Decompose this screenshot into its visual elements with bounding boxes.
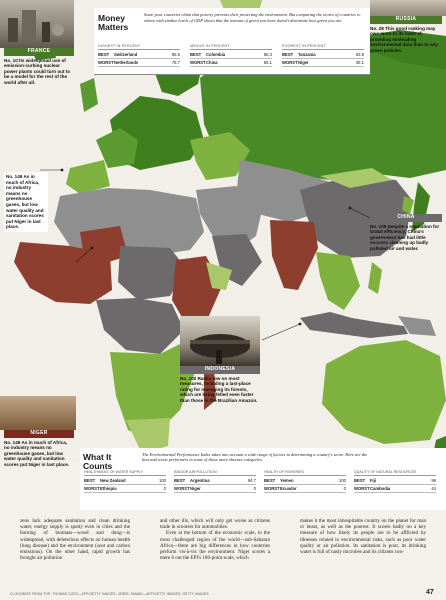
africa-caption-text: No. 149 As in much of Africa, no industry means no greenhouse gases, but low water quality and sanitation scores put Niger in last place. xyxy=(6,174,44,230)
money-col-header: MIDDLE IN PERCENT xyxy=(190,44,272,50)
best-name: Argentina xyxy=(190,478,210,483)
best-value: 88.3 xyxy=(263,52,272,57)
wic-col-header: HEALTH OF FISHERIES xyxy=(264,470,346,476)
indonesia-photo xyxy=(180,316,260,366)
best-label: BEST xyxy=(354,478,366,483)
wic-worst-row xyxy=(84,485,166,493)
worst-label: WORST xyxy=(354,486,370,491)
worst-name: Ethiopia xyxy=(100,486,117,491)
wic-col-water xyxy=(84,470,166,493)
best-label: BEST xyxy=(174,478,186,483)
wic-best-row xyxy=(354,477,436,485)
wic-worst-row xyxy=(174,485,256,493)
china-caption-tag: CHINA xyxy=(370,214,442,222)
russia-caption-tag: RUSSIA xyxy=(370,16,442,24)
best-label: BEST xyxy=(282,52,294,57)
best-label: BEST xyxy=(84,478,96,483)
worst-name: Niger xyxy=(298,60,309,65)
wic-col-fisheries xyxy=(264,470,346,493)
worst-label: WORST xyxy=(84,486,100,491)
worst-name: Niger xyxy=(190,486,201,491)
worst-label: WORST xyxy=(174,486,190,491)
indonesia-caption-text: No. 102 Ranks low on most measures, including a last-place rating for managing its forests, which are being felled even faster than those in the Brazilian Amazon. xyxy=(180,375,258,403)
china-caption-text: No. 105 Despite a reputation for brutal efficiency, China's government has had little success cleaning up badly polluted air and water. xyxy=(370,223,440,251)
worst-value: 0 xyxy=(343,486,346,491)
best-value: 100 xyxy=(339,478,346,483)
france-caption-text: No. 10 Its widespread use of emission-curbing nuclear power plants could turn out to be a model for the rest of the world after all. xyxy=(4,57,71,85)
niger-caption-tag: NIGER xyxy=(4,430,74,438)
best-value: 100 xyxy=(159,478,166,483)
wic-worst-row xyxy=(264,485,346,493)
best-name: Fiji xyxy=(370,478,377,483)
body-column-2-para-2: Even at the bottom of the economic scale, in the most challenged region of the world—sub-Saharan Africa—there are big differences in how countries perform vis-à-vis the environment. Niger scores a mere 6 out the EPI's 100-point scale, which xyxy=(160,530,270,562)
worst-value: 44 xyxy=(431,486,436,491)
niger-photo xyxy=(0,396,76,430)
what-it-counts-intro: The Environmental Performance Index takes into account a wide range of factors in determining a country's score. Here are the best and worst performers in some of those more obscure categories. xyxy=(142,452,368,463)
worst-label: WORST xyxy=(98,60,114,65)
worst-value: 0 xyxy=(253,486,256,491)
worst-label: WORST xyxy=(190,60,206,65)
france-caption-tag: FRANCE xyxy=(4,48,74,56)
wic-col-indoor-air xyxy=(174,470,256,493)
wic-col-header: HEALTHINESS OF WATER SUPPLY xyxy=(84,470,166,476)
photo-credit: CLOCKWISE FROM TOP: THOMAS COEX—AFP/GETTY IMAGES; JEWEL SAMAD—AFP/GETTY IMAGES; GETTY IMAGES xyxy=(10,592,209,596)
niger-caption xyxy=(4,430,74,468)
russia-caption-text: No. 28 This good ranking may owe more to its habit of providing misleading environmental data than to any green policies. xyxy=(370,25,438,53)
money-col-header: POOREST IN PERCENT xyxy=(282,44,364,50)
best-name: Switzerland xyxy=(114,52,138,57)
wic-best-row xyxy=(84,477,166,485)
money-matters-title: Money Matters xyxy=(98,13,129,32)
best-value: 95.5 xyxy=(171,52,180,57)
worst-value: 0 xyxy=(163,486,166,491)
body-column-1: zens lack adequate sanitation and clean drinking water, energy supply is spotty even in cities and the burning of biomass—wood and dung—is widespread, with deleterious effects on human health (lung disease) and the environment (soot and carbon emissions). On the other hand, rapid growth has brought air pollution xyxy=(20,518,130,562)
niger-caption-text: No. 149 As in much of Africa, no industry means no greenhouse gases, but low water quality and sanitation scores put Niger in last place. xyxy=(4,439,70,467)
indonesia-caption-tag: INDONESIA xyxy=(180,366,260,374)
wic-col-natural-resources xyxy=(354,470,436,493)
money-matters-intro: Some poor countries claim that poverty prevents their protecting the environment. But comparing the scores of countries to others with similar levels of GDP shows that the amount of green you have doesn't determine how green you are. xyxy=(144,12,361,23)
body-column-2-para-1: and other ills, which will only get worse as citizens trade in scooters for automobiles. xyxy=(160,518,270,531)
wic-best-row xyxy=(174,477,256,485)
page-number: 47 xyxy=(426,589,434,596)
worst-value: 65.1 xyxy=(263,60,272,65)
best-value: 99 xyxy=(431,478,436,483)
wic-col-header: INDOOR AIR POLLUTION xyxy=(174,470,256,476)
worst-name: Netherlands xyxy=(114,60,139,65)
what-it-counts-title: What It Counts xyxy=(83,452,113,471)
money-col-header: HIGHEST IN PERCENT xyxy=(98,44,180,50)
worst-name: Cambodia xyxy=(370,486,391,491)
best-name: Colombia xyxy=(206,52,226,57)
best-name: New Zealand xyxy=(100,478,126,483)
best-name: Yemen xyxy=(280,478,294,483)
worst-label: WORST xyxy=(282,60,298,65)
worst-value: 39.1 xyxy=(355,60,364,65)
indonesia-caption xyxy=(180,366,260,404)
indonesia-photo-art xyxy=(180,316,260,366)
worst-label: WORST xyxy=(264,486,280,491)
wic-worst-row xyxy=(354,485,436,493)
best-value: 94.7 xyxy=(247,478,256,483)
wic-best-row xyxy=(264,477,346,485)
best-label: BEST xyxy=(98,52,110,57)
best-name: Tanzania xyxy=(298,52,316,57)
africa-caption xyxy=(4,172,48,232)
wic-col-header: QUALITY OF NATURAL RESOURCES xyxy=(354,470,436,476)
best-label: BEST xyxy=(264,478,276,483)
best-value: 63.9 xyxy=(355,52,364,57)
body-column-3: makes it the most inhospitable country on the planet for man or beast, as well as the poorest. It scores badly on a key measure of how likely its people are to be afflicted by illnesses related to environmental risks, such as poor water quality or air pollution. Its sanitation is poor, its drinking water is full of nasty microbes and its citizens con- xyxy=(300,518,426,556)
worst-name: Ecuador xyxy=(280,486,297,491)
worst-name: China xyxy=(206,60,218,65)
worst-value: 78.7 xyxy=(171,60,180,65)
best-label: BEST xyxy=(190,52,202,57)
body-column-2 xyxy=(160,518,270,561)
